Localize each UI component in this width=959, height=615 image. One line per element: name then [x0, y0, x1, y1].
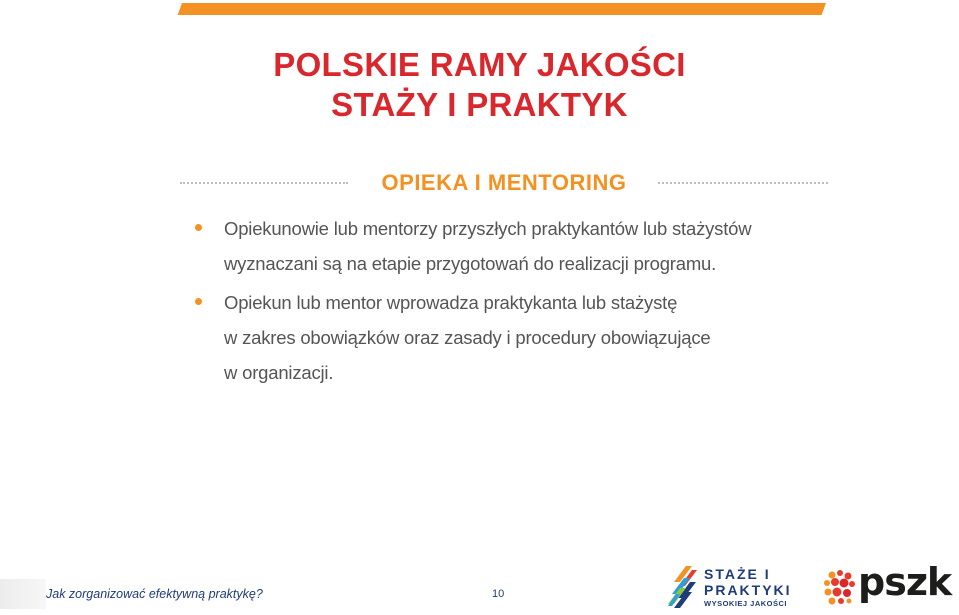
bullet-dot-icon [195, 298, 202, 305]
top-accent-bar [178, 3, 826, 15]
section-header [180, 168, 828, 198]
stripes-logo-icon [666, 564, 700, 610]
pszk-logo [822, 560, 956, 609]
bullet-line: wyznaczani są na etapie przygotowań do realizacji programu. [224, 253, 717, 274]
footer-gray-strip [0, 579, 46, 609]
page-number: 10 [492, 588, 505, 600]
staze-logo-line1: STAŻE I [704, 566, 771, 582]
bullet-line: w organizacji. [224, 362, 334, 383]
staze-logo-line3: WYSOKIEJ JAKOŚCI [704, 599, 788, 608]
footer-text: Jak zorganizować efektywną praktykę? [46, 587, 263, 601]
dotted-divider-right [658, 182, 828, 184]
page-title-line2: STAŻY I PRAKTYK [331, 86, 628, 123]
pszk-logo-text: pszk [858, 560, 952, 604]
staze-logo-line2: PRAKTYKI [704, 582, 792, 598]
bullet-line: Opiekunowie lub mentorzy przyszłych praktykantów lub stażystów [224, 218, 752, 239]
staze-praktyki-logo [666, 564, 792, 610]
bullet-dot-icon [195, 224, 202, 231]
bullet-line: Opiekun lub mentor wprowadza praktykanta lub stażystę [224, 292, 678, 313]
dots-cluster-icon [822, 567, 858, 609]
bullet-paragraph-2 [224, 285, 824, 390]
dotted-divider-left [180, 182, 348, 184]
bullet-paragraph-1 [224, 211, 824, 281]
bullet-line: w zakres obowiązków oraz zasady i procedury obowiązujące [224, 327, 711, 348]
page-title-line1: POLSKIE RAMY JAKOŚCI [273, 46, 686, 83]
section-heading: OPIEKA I MENTORING [381, 170, 627, 195]
